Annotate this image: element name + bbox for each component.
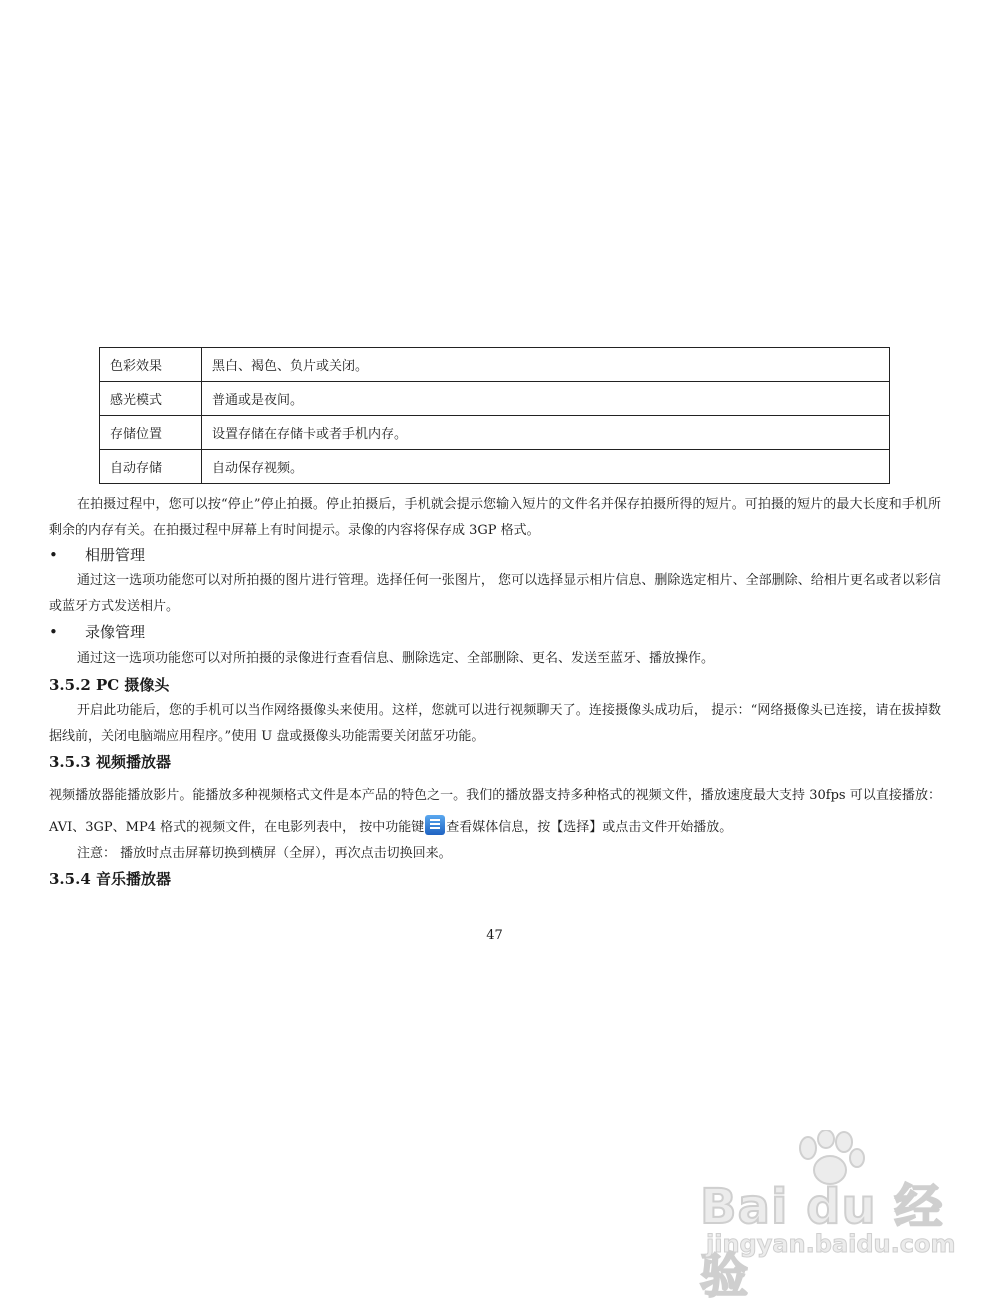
setting-name: 存储位置	[100, 416, 202, 450]
setting-desc: 自动保存视频。	[202, 450, 890, 484]
setting-name: 感光模式	[100, 382, 202, 416]
setting-desc: 普通或是夜间。	[202, 382, 890, 416]
table-row	[100, 348, 890, 382]
setting-desc: 设置存储在存储卡或者手机内存。	[202, 416, 890, 450]
heading-video-player: 3.5.3 视频播放器	[49, 753, 171, 771]
paragraph-video: 通过这一选项功能您可以对所拍摄的录像进行查看信息、删除选定、全部删除、更名、发送至蓝牙、播放操作。	[77, 651, 715, 666]
table-row	[100, 382, 890, 416]
bullet-icon: •	[49, 546, 58, 564]
paragraph-album: 通过这一选项功能您可以对所拍摄的图片进行管理。选择任何一张图片， 您可以选择显示相片信息、删除选定相片、全部删除、给相片更名或者以彩信或蓝牙方式发送相片。	[49, 573, 941, 614]
heading-pc-camera: 3.5.2 PC 摄像头	[49, 676, 170, 694]
paragraph-video-player	[49, 780, 941, 844]
settings-table	[99, 347, 890, 484]
bullet-icon: •	[49, 623, 58, 641]
paragraph-video-player-part1: 视频播放器能播放影片。能播放多种视频格式文件是本产品的特色之一。我们的播放器支持多种格式的视频文件，播放速度最大支持 30fps 可以直接播放：AVI、3GP、MP4 格式的视频文件，在电影列表中， 按中功能键	[49, 788, 941, 835]
bullet-video	[49, 620, 145, 644]
paragraph-video-player-part2: 查看媒体信息，按【选择】或点击文件开始播放。	[446, 820, 733, 835]
paragraph-record: 在拍摄过程中，您可以按“停止”停止拍摄。停止拍摄后，手机就会提示您输入短片的文件名并保存拍摄所得的短片。可拍摄的短片的最大长度和手机所剩余的内存有关。在拍摄过程中屏幕上有时间提示。录像的内容将保存成 3GP 格式。	[49, 497, 941, 538]
watermark-brand: Bai du 经验	[700, 1179, 944, 1304]
bullet-title: 录像管理	[85, 623, 146, 641]
bullet-album	[49, 543, 145, 567]
setting-name: 自动存储	[100, 450, 202, 484]
setting-desc: 黑白、褐色、负片或关闭。	[202, 348, 890, 382]
watermark-site: jingyan.baidu.com	[706, 1230, 956, 1258]
paragraph-pc-camera: 开启此功能后，您的手机可以当作网络摄像头来使用。这样，您就可以进行视频聊天了。连接摄像头成功后， 提示：“网络摄像头已连接，请在拔掉数据线前，关闭电脑端应用程序。”使用 U 盘或摄像头功能需要关闭蓝牙功能。	[49, 703, 941, 744]
page-number: 47	[486, 928, 503, 943]
paragraph-note: 注意： 播放时点击屏幕切换到横屏（全屏），再次点击切换回来。	[77, 846, 452, 861]
baidu-watermark	[700, 1130, 956, 1304]
heading-music-player: 3.5.4 音乐播放器	[49, 870, 171, 888]
table-row	[100, 416, 890, 450]
table-row	[100, 450, 890, 484]
bullet-title: 相册管理	[85, 546, 146, 564]
setting-name: 色彩效果	[100, 348, 202, 382]
menu-key-icon	[425, 815, 445, 835]
